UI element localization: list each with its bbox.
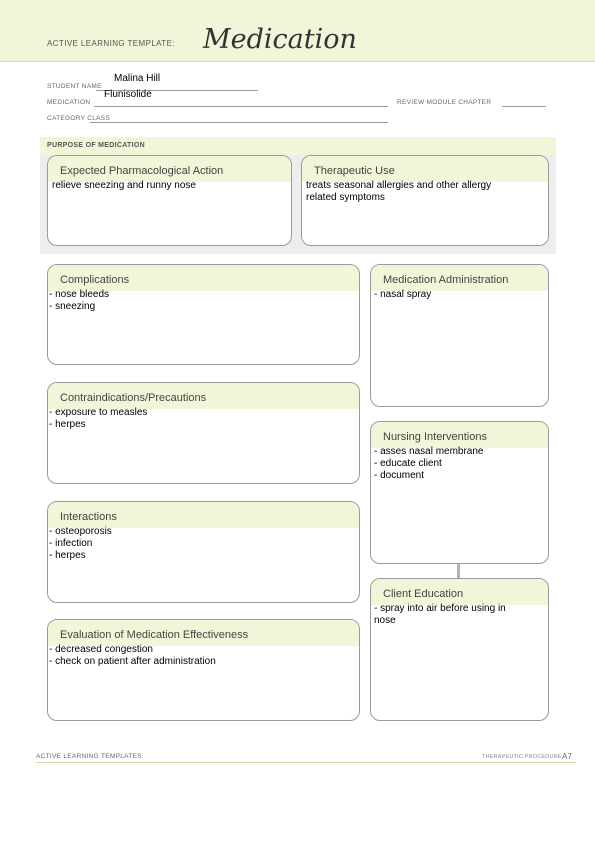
complications-line: - nose bleeds	[49, 289, 110, 300]
complications-line: - sneezing	[49, 301, 96, 312]
category-class-label: CATEGORY CLASS	[47, 115, 111, 122]
footer-rule	[36, 762, 576, 763]
nursing-interventions-text	[371, 446, 548, 482]
therapeutic-use-title: Therapeutic Use	[302, 156, 548, 182]
therapeutic-use-text	[302, 180, 548, 204]
therapeutic-use-line: related symptoms	[306, 192, 385, 203]
interactions-line: - herpes	[49, 550, 86, 561]
therapeutic-use-box[interactable]	[301, 155, 549, 246]
contraindications-box[interactable]	[47, 382, 360, 484]
interactions-line: - osteoporosis	[49, 526, 112, 537]
evaluation-line: - check on patient after administration	[49, 656, 216, 667]
nursing-interventions-line: - educate client	[374, 458, 442, 469]
expected-action-box[interactable]	[47, 155, 292, 246]
review-module-label: REVIEW MODULE CHAPTER	[397, 99, 492, 106]
medication-administration-box[interactable]	[370, 264, 549, 407]
category-class-field[interactable]	[90, 122, 388, 123]
contraindications-line: - exposure to measles	[49, 407, 148, 418]
page-title: Medication	[203, 24, 357, 55]
footer-left-text: ACTIVE LEARNING TEMPLATES	[36, 753, 142, 760]
template-label: ACTIVE LEARNING TEMPLATE:	[47, 39, 175, 48]
interactions-box[interactable]	[47, 501, 360, 603]
complications-text	[48, 289, 359, 313]
footer-page-code: A7	[562, 752, 572, 761]
nursing-interventions-line: - document	[374, 470, 425, 481]
contraindications-title: Contraindications/Precautions	[48, 383, 359, 409]
therapeutic-use-line: treats seasonal allergies and other allergy	[306, 180, 492, 191]
purpose-label: PURPOSE OF MEDICATION	[47, 142, 145, 149]
expected-action-title: Expected Pharmacological Action	[48, 156, 291, 182]
medication-administration-line: - nasal spray	[374, 289, 432, 300]
client-education-line: nose	[374, 615, 396, 626]
client-education-line: - spray into air before using in	[374, 603, 506, 614]
student-name-label: STUDENT NAME	[47, 83, 102, 90]
medication-administration-title: Medication Administration	[371, 265, 548, 291]
expected-action-text	[48, 180, 291, 192]
contraindications-line: - herpes	[49, 419, 86, 430]
evaluation-title: Evaluation of Medication Effectiveness	[48, 620, 359, 646]
evaluation-line: - decreased congestion	[49, 644, 153, 655]
complications-title: Complications	[48, 265, 359, 291]
medication-administration-text	[371, 289, 548, 301]
interactions-title: Interactions	[48, 502, 359, 528]
review-module-field[interactable]	[502, 106, 546, 107]
medication-rule	[94, 106, 388, 107]
medication-field[interactable]: Flunisolide	[104, 89, 152, 100]
nursing-interventions-box[interactable]	[370, 421, 549, 564]
student-name-field[interactable]: Malina Hill	[114, 73, 161, 84]
nursing-interventions-title: Nursing Interventions	[371, 422, 548, 448]
interactions-text	[48, 526, 359, 562]
complications-box[interactable]	[47, 264, 360, 365]
client-education-title: Client Education	[371, 579, 548, 605]
client-education-box[interactable]	[370, 578, 549, 721]
medication-label: MEDICATION	[47, 99, 91, 106]
connector-line	[457, 564, 460, 579]
expected-action-line: relieve sneezing and runny nose	[52, 180, 196, 191]
contraindications-text	[48, 407, 359, 431]
nursing-interventions-line: - asses nasal membrane	[374, 446, 484, 457]
client-education-text	[371, 603, 548, 627]
interactions-line: - infection	[49, 538, 93, 549]
footer-right-text: THERAPEUTIC PROCEDURE	[482, 754, 562, 760]
evaluation-box[interactable]	[47, 619, 360, 721]
evaluation-text	[48, 644, 359, 668]
